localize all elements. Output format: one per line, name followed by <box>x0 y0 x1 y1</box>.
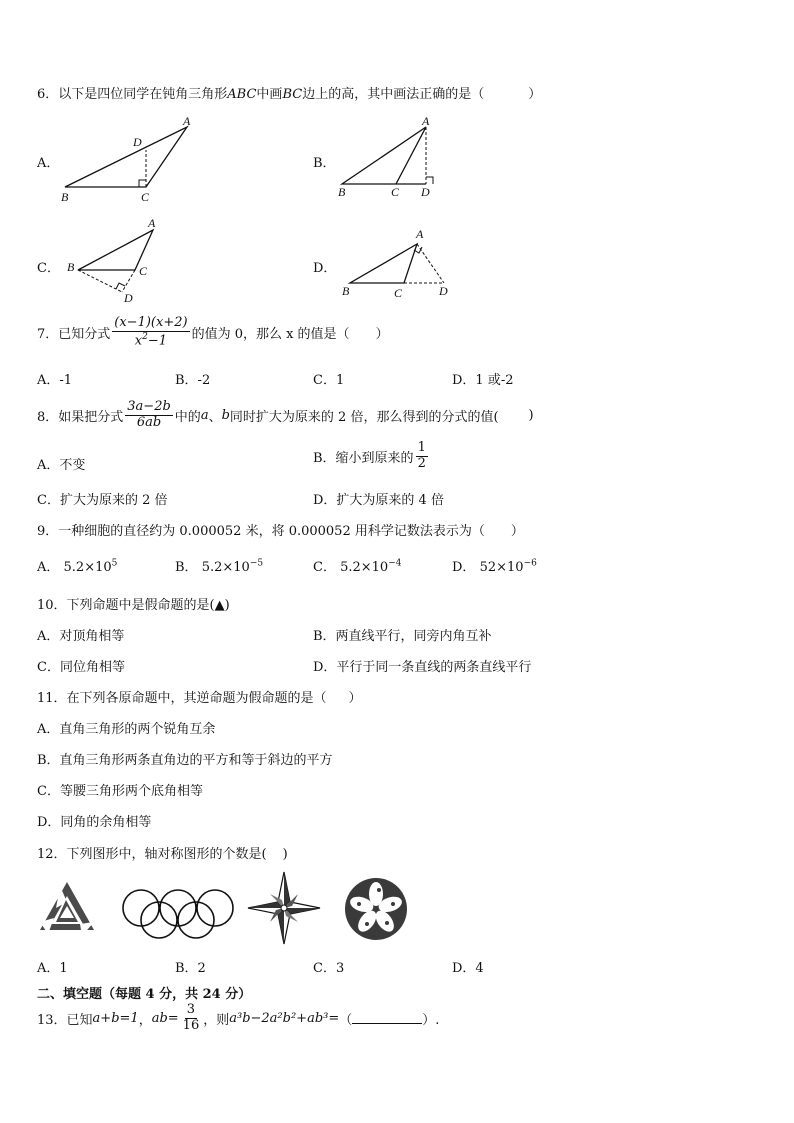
q7-option-a[interactable]: A．-1 <box>37 373 73 388</box>
q6-option-b-label[interactable]: B． <box>313 156 336 171</box>
q12-stem: 12．下列图形中，轴对称图形的个数是( ) <box>37 847 288 862</box>
q10-option-b[interactable]: B．两直线平行，同旁内角互补 <box>313 629 492 644</box>
point-label: A <box>148 216 156 230</box>
q8-fraction: $\frac{3a-2b}{6ab}$ <box>127 399 171 430</box>
triangle-shape <box>65 127 187 187</box>
point-label: D <box>421 185 430 199</box>
point-label: D <box>439 284 448 298</box>
point-label: B <box>342 284 350 298</box>
point-label: C <box>394 286 403 300</box>
q6-figure-a <box>55 112 205 204</box>
q7-option-c[interactable]: C．1 <box>313 373 345 388</box>
section-title: 二、填空题（每题 4 分，共 24 分） <box>37 987 252 1002</box>
right-angle-mark <box>116 283 125 289</box>
q11-option-c[interactable]: C．等腰三角形两个底角相等 <box>37 784 203 799</box>
point-label: D <box>124 291 133 305</box>
recycle-icon <box>36 878 98 940</box>
q7-stem: 7．已知分式 $\frac{(x-1)(x+2)}{x^2-1}$ 的值为 0，那么 x 的值是（ ） <box>37 315 389 349</box>
q13-fraction: $\frac{3}{16}$ <box>182 1002 200 1033</box>
q9-option-a[interactable]: A． $5.2\times 10^5$ <box>37 558 118 575</box>
answer-blank[interactable] <box>352 1012 422 1024</box>
q11-option-d[interactable]: D．同角的余角相等 <box>37 815 152 830</box>
q9-option-c[interactable]: C． $5.2\times 10^{-4}$ <box>313 558 402 575</box>
point-label: A <box>422 114 430 128</box>
q6-stem: 6．以下是四位同学在钝角三角形ABC中画BC边上的高，其中画法正确的是（ ） <box>37 87 542 102</box>
side-bc: BC <box>282 87 303 102</box>
q6-figure-b <box>332 112 452 204</box>
q12-option-b[interactable]: B．2 <box>175 961 206 976</box>
five-rings-icon <box>120 884 236 942</box>
q6-figure-d <box>338 222 463 302</box>
q8-option-a[interactable]: A．不变 <box>37 458 86 473</box>
q11-stem: 11．在下列各原命题中，其逆命题为假命题的是（ ） <box>37 691 362 706</box>
point-label: A <box>183 114 191 128</box>
q11-option-b[interactable]: B．直角三角形两条直角边的平方和等于斜边的平方 <box>37 753 333 768</box>
q12-option-a[interactable]: A．1 <box>37 961 68 976</box>
q8-option-b[interactable]: B．缩小到原来的 $\frac{1}{2}$ <box>313 440 426 471</box>
point-label: B <box>67 260 75 274</box>
q7-option-b[interactable]: B．-2 <box>175 373 211 388</box>
q8-option-b-fraction: $\frac{1}{2}$ <box>417 440 426 471</box>
q8-stem: 8．如果把分式 $\frac{3a-2b}{6ab}$ 中的 a 、 b 同时扩大为原来的 2 倍，那么得到的分式的值( ) <box>37 399 534 430</box>
q9-stem: 9．一种细胞的直径约为 0.000052 米，将 0.000052 用科学记数法表示为（ ） <box>37 524 524 539</box>
q13-stem: 13．已知 a+b=1 ， ab= $\frac{3}{16}$ ，则 a³b−2a²b²+ab³= （ ）. <box>37 1002 440 1033</box>
q10-option-a[interactable]: A．对顶角相等 <box>37 629 125 644</box>
q10-stem: 10．下列命题中是假命题的是(▲) <box>37 598 230 613</box>
q7-option-d[interactable]: D．1 或-2 <box>452 373 514 388</box>
q8-option-d[interactable]: D．扩大为原来的 4 倍 <box>313 493 444 508</box>
q6-option-a-label[interactable]: A． <box>37 156 60 171</box>
triangle-shape <box>350 244 417 283</box>
q6-option-c-label[interactable]: C． <box>37 261 60 276</box>
q9-option-b[interactable]: B． $5.2\times 10^{-5}$ <box>175 558 264 575</box>
point-label: B <box>61 190 69 204</box>
q6-option-d-label[interactable]: D． <box>313 261 337 276</box>
q8-option-c[interactable]: C．扩大为原来的 2 倍 <box>37 493 168 508</box>
q12-option-d[interactable]: D．4 <box>452 961 484 976</box>
right-angle-mark <box>426 177 433 184</box>
point-label: C <box>391 185 400 199</box>
point-label: B <box>338 185 346 199</box>
q10-option-d[interactable]: D．平行于同一条直线的两条直线平行 <box>313 660 532 675</box>
q7-fraction: $\frac{(x-1)(x+2)}{x^2-1}$ <box>114 315 188 349</box>
point-label: A <box>416 227 424 241</box>
q11-option-a[interactable]: A．直角三角形的两个锐角互余 <box>37 722 216 737</box>
flower-emblem-icon <box>343 876 409 942</box>
point-label: D <box>133 135 142 149</box>
point-label: C <box>139 264 148 278</box>
q6-figure-c <box>60 212 180 307</box>
height-line <box>78 270 122 292</box>
triangle-shape <box>342 127 426 184</box>
triangle-abc: ABC <box>227 87 257 102</box>
q12-option-c[interactable]: C．3 <box>313 961 345 976</box>
compass-star-icon <box>246 870 322 946</box>
point-label: C <box>141 190 150 204</box>
q9-option-d[interactable]: D． $52\times 10^{-6}$ <box>452 558 537 575</box>
right-angle-mark <box>139 180 146 187</box>
q10-option-c[interactable]: C．同位角相等 <box>37 660 125 675</box>
